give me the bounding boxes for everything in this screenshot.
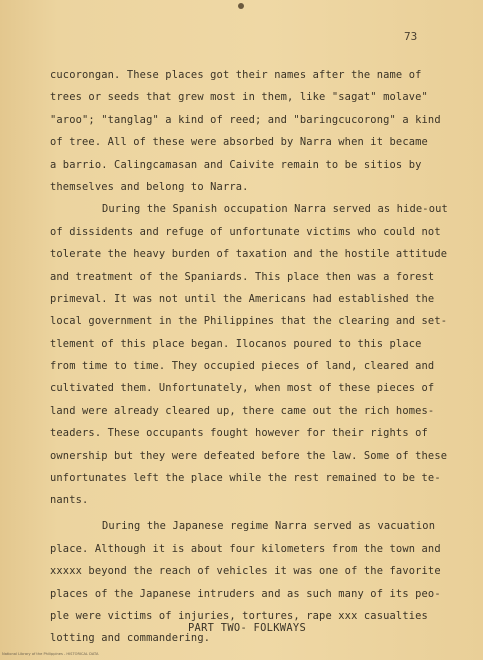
text-line: and treatment of the Spaniards. This place then was a forest (50, 270, 435, 283)
text-line: tolerate the heavy burden of taxation and the hostile attitude (50, 248, 448, 261)
text-line: During the Japanese regime Narra served as vacuation (102, 520, 436, 533)
text-line: "aroo"; "tanglag" a kind of reed; and "baringcucorong" a kind (50, 113, 441, 126)
text-line: tlement of this place began. Ilocanos poured to this place (50, 337, 422, 350)
text-line: of tree. All of these were absorbed by Narra when it became (50, 136, 428, 149)
text-line: themselves and belong to Narra. (50, 180, 249, 193)
text-line: cucorongan. These places got their names after the name of (50, 69, 422, 81)
text-line: xxxxx beyond the reach of vehicles it was one of the favorite (50, 565, 441, 578)
paragraph-1 (50, 64, 450, 198)
text-line: from time to time. They occupied pieces of land, cleared and (50, 360, 435, 373)
text-line: cultivated them. Unfortunately, when most of these pieces of (50, 382, 435, 395)
text-line: During the Spanish occupation Narra served as hide-out (102, 203, 448, 216)
text-line: lotting and commandering. (50, 632, 211, 645)
text-line: of dissidents and refuge of unfortunate victims who could not (50, 225, 441, 238)
text-line: local government in the Philippines that the clearing and set- (50, 315, 448, 328)
text-line: places of the Japanese intruders and as such many of its peo- (50, 587, 441, 600)
text-line: land were already cleared up, there came out the rich homes- (50, 404, 435, 417)
text-line: ownership but they were defeated before the law. Some of these (50, 449, 448, 462)
text-line: place. Although it is about four kilometers from the town and (50, 542, 441, 555)
section-heading: PART TWO- FOLKWAYS (188, 622, 307, 634)
text-line: ple were victims of injuries, tortures, rape xxx casualties (50, 609, 428, 622)
text-line: nants. (50, 494, 89, 507)
text-line: teaders. These occupants fought however for their rights of (50, 427, 428, 440)
paragraph-2 (50, 198, 450, 515)
archive-footer: National Library of the Philippines - HISTORICAL DATA (2, 652, 99, 656)
body-text (50, 64, 450, 650)
text-line: unfortunates left the place while the rest remained to be te- (50, 472, 441, 485)
page-number: 73 (404, 30, 418, 43)
text-line: primeval. It was not until the Americans had established the (50, 292, 435, 305)
text-line: trees or seeds that grew most in them, like "sagat" molave" (50, 91, 428, 104)
text-line: a barrio. Calingcamasan and Caivite remain to be sitios by (50, 158, 422, 171)
punch-hole-mark (238, 3, 244, 9)
